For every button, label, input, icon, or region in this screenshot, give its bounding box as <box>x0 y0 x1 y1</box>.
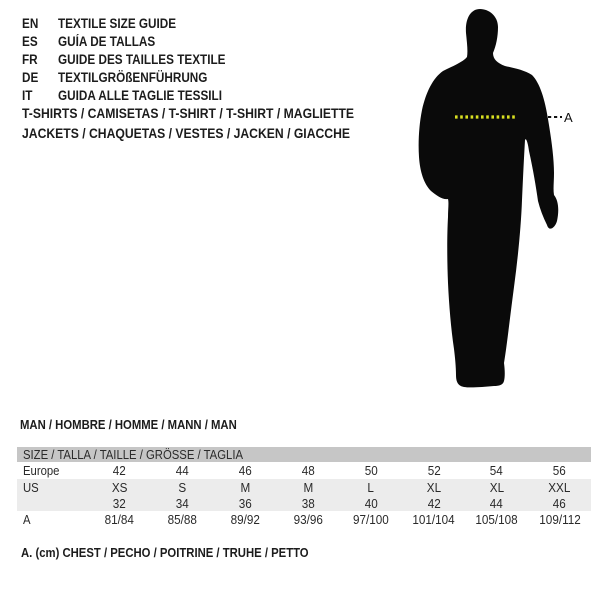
language-label: TEXTILGRÖßENFÜHRUNG <box>58 70 208 85</box>
row-label-europe: Europe <box>23 463 60 478</box>
language-row-de <box>22 69 251 87</box>
size-cell: 44 <box>175 463 189 478</box>
size-cell: 93/96 <box>293 512 323 527</box>
measurement-footnote-text: A. (cm) CHEST / PECHO / POITRINE / TRUHE / PETTO <box>21 545 309 560</box>
size-cell: XL <box>489 479 504 495</box>
size-cell: 48 <box>301 463 315 478</box>
size-cell: 89/92 <box>230 512 260 527</box>
size-cell: 101/104 <box>412 512 455 527</box>
size-cell: 32 <box>112 495 126 511</box>
man-silhouette-svg <box>410 5 575 405</box>
size-cell: 40 <box>364 495 378 511</box>
size-cell: 42 <box>112 463 126 478</box>
row-label-us: US <box>23 479 39 495</box>
language-code: EN <box>22 16 39 31</box>
man-figure <box>410 5 575 405</box>
chest-marker-label: A <box>564 110 573 125</box>
size-cell: 34 <box>175 495 189 511</box>
section-title-man <box>20 418 269 432</box>
size-table <box>17 447 591 528</box>
section-title-text: MAN / HOMBRE / HOMME / MANN / MAN <box>20 417 237 432</box>
table-row-us-numbers <box>17 495 591 511</box>
product-line-tshirts-text: T-SHIRTS / CAMISETAS / T-SHIRT / T-SHIRT / MAGLIETTE <box>22 105 355 121</box>
language-code: FR <box>22 52 38 67</box>
size-table-header-text: SIZE / TALLA / TAILLE / GRÖSSE / TAGLIA <box>23 447 244 462</box>
size-cell: 81/84 <box>104 512 135 527</box>
size-cell: L <box>367 479 375 495</box>
size-table-header <box>17 447 591 462</box>
size-cell: 38 <box>301 495 315 511</box>
language-code: IT <box>22 88 33 103</box>
size-cell: 109/112 <box>538 512 581 527</box>
size-cell: 54 <box>490 463 504 478</box>
size-cell: 36 <box>238 495 252 511</box>
table-row-chest-cm <box>17 511 591 528</box>
language-label: GUIDE DES TAILLES TEXTILE <box>58 52 226 67</box>
size-cell: XS <box>111 479 128 495</box>
table-row-europe <box>17 462 591 479</box>
size-cell: 50 <box>364 463 378 478</box>
language-label: GUÍA DE TALLAS <box>58 34 156 49</box>
language-row-fr <box>22 51 251 69</box>
product-line-tshirts <box>22 103 404 123</box>
size-cell: 97/100 <box>353 512 389 527</box>
size-cell: M <box>303 479 313 495</box>
product-line-jackets-text: JACKETS / CHAQUETAS / VESTES / JACKEN / GIACCHE <box>22 125 351 141</box>
product-types <box>22 103 404 143</box>
language-label: TEXTILE SIZE GUIDE <box>58 16 177 31</box>
language-code: ES <box>22 34 38 49</box>
size-cell: 46 <box>553 495 567 511</box>
size-cell: 56 <box>553 463 567 478</box>
row-label-a: A <box>23 512 31 527</box>
size-cell: 85/88 <box>167 512 197 527</box>
language-code: DE <box>22 70 39 85</box>
size-cell: 46 <box>238 463 252 478</box>
language-label: GUIDA ALLE TAGLIE TESSILI <box>58 88 222 103</box>
language-list <box>22 15 251 105</box>
size-cell: 42 <box>427 495 441 511</box>
man-silhouette <box>419 9 559 387</box>
size-cell: M <box>240 479 251 495</box>
language-row-en <box>22 15 251 33</box>
measurement-footnote <box>21 546 352 560</box>
product-line-jackets <box>22 123 404 143</box>
size-cell: 52 <box>427 463 441 478</box>
table-row-us-letters <box>17 479 591 495</box>
size-cell: S <box>178 479 187 495</box>
size-cell: 105/108 <box>475 512 518 527</box>
language-row-es <box>22 33 251 51</box>
size-cell: XL <box>426 479 441 495</box>
size-cell: XXL <box>548 479 571 495</box>
size-cell: 44 <box>490 495 504 511</box>
